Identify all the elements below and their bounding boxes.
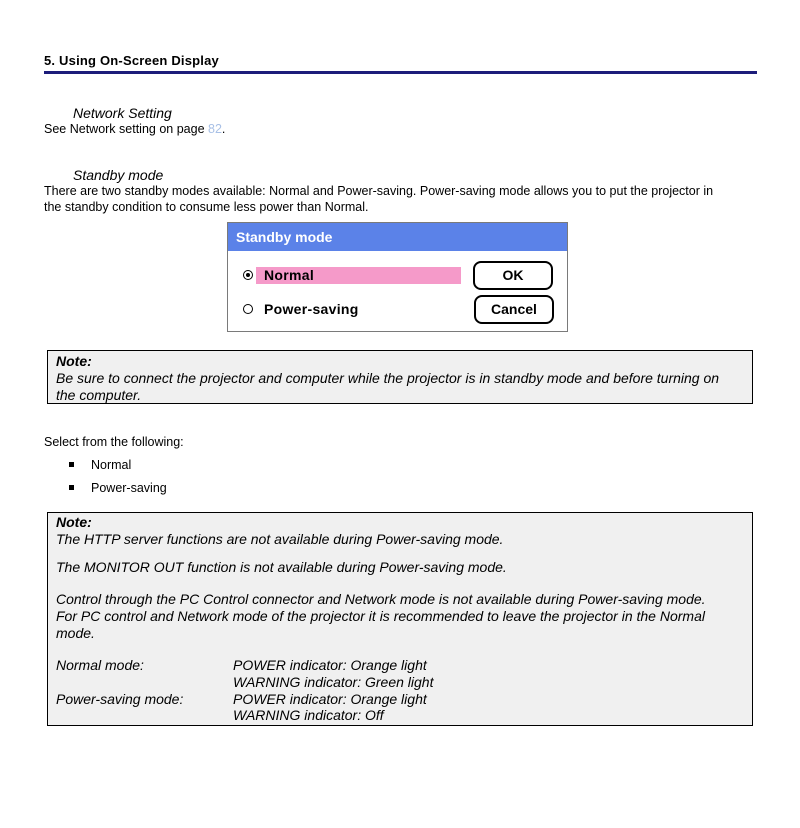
saving-power-indicator: POWER indicator: Orange light bbox=[233, 691, 427, 707]
note-pc-control-line3: mode. bbox=[56, 625, 95, 641]
network-setting-prefix: See Network setting on page bbox=[44, 122, 208, 136]
note-http: The HTTP server functions are not available during Power-saving mode. bbox=[56, 531, 504, 547]
standby-mode-line1: There are two standby modes available: Normal and Power-saving. Power-saving mode allows you to put the projector in bbox=[44, 184, 714, 198]
section-title: 5. Using On-Screen Display bbox=[44, 53, 219, 68]
note-monitor-out: The MONITOR OUT function is not available during Power-saving mode. bbox=[56, 559, 507, 575]
network-setting-text bbox=[44, 121, 225, 137]
note-line: the computer. bbox=[56, 387, 142, 403]
radio-power-saving[interactable] bbox=[243, 304, 253, 314]
standby-mode-line2: the standby condition to consume less power than Normal. bbox=[44, 200, 369, 214]
radio-normal[interactable] bbox=[243, 270, 253, 280]
normal-power-indicator: POWER indicator: Orange light bbox=[233, 657, 427, 673]
normal-mode-label: Normal mode: bbox=[56, 657, 144, 673]
option-power-saving-label[interactable]: Power-saving bbox=[264, 301, 359, 317]
standby-mode-heading: Standby mode bbox=[73, 167, 164, 183]
cancel-button[interactable]: Cancel bbox=[474, 295, 554, 324]
page-link[interactable]: 82 bbox=[208, 122, 222, 136]
list-item-power-saving: Power-saving bbox=[91, 481, 167, 495]
bullet-icon bbox=[69, 462, 74, 467]
note-box-standby bbox=[47, 350, 753, 404]
ok-button[interactable]: OK bbox=[473, 261, 553, 290]
note-pc-control-line2: For PC control and Network mode of the projector it is recommended to leave the projector in the Normal bbox=[56, 608, 705, 624]
note-line: Be sure to connect the projector and computer while the projector is in standby mode and before turning on bbox=[56, 370, 720, 386]
title-divider bbox=[44, 71, 757, 74]
network-setting-heading: Network Setting bbox=[73, 105, 172, 121]
power-saving-mode-label: Power-saving mode: bbox=[56, 691, 184, 707]
bullet-icon bbox=[69, 485, 74, 490]
note-pc-control-line1: Control through the PC Control connector and Network mode is not available during Power-saving mode. bbox=[56, 591, 706, 607]
network-setting-suffix: . bbox=[221, 122, 226, 136]
standby-mode-dialog bbox=[227, 222, 568, 332]
dialog-title: Standby mode bbox=[228, 223, 567, 251]
select-intro: Select from the following: bbox=[44, 435, 184, 449]
list-item-normal: Normal bbox=[91, 458, 132, 472]
normal-warning-indicator: WARNING indicator: Green light bbox=[233, 674, 434, 690]
note-title: Note: bbox=[56, 514, 92, 530]
note-title: Note: bbox=[56, 353, 92, 369]
option-normal-label[interactable]: Normal bbox=[256, 267, 461, 284]
saving-warning-indicator: WARNING indicator: Off bbox=[233, 707, 384, 723]
